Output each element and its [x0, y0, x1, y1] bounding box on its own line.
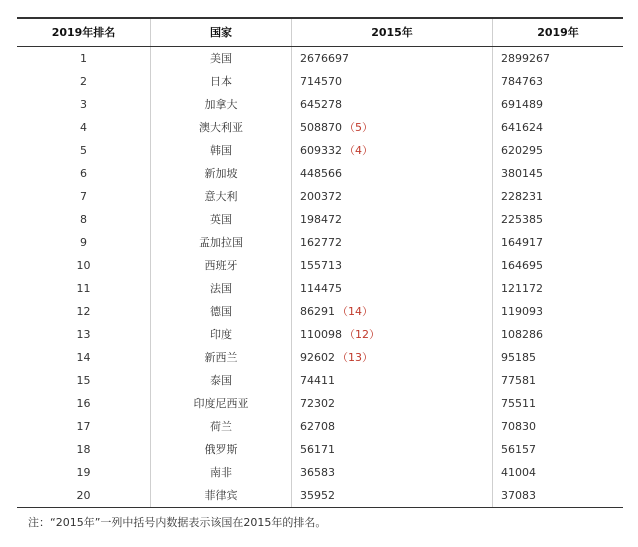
- cell-rank: 12: [17, 300, 151, 323]
- cell-rank: 4: [17, 116, 151, 139]
- cell-2019: 164917: [501, 236, 543, 249]
- cell-2019: 620295: [501, 144, 543, 157]
- cell-country: 新西兰: [151, 346, 292, 369]
- cell-2019: 225385: [501, 213, 543, 226]
- value-2015: 645278: [300, 98, 342, 111]
- cell-country: 美国: [151, 47, 292, 71]
- cell-2019: 95185: [501, 351, 536, 364]
- cell-2015: [292, 208, 493, 231]
- cell-country: 泰国: [151, 369, 292, 392]
- cell-rank: 2: [17, 70, 151, 93]
- cell-rank: 8: [17, 208, 151, 231]
- table-row: [17, 231, 623, 254]
- cell-rank: 15: [17, 369, 151, 392]
- cell-rank: 14: [17, 346, 151, 369]
- cell-2019: 784763: [501, 75, 543, 88]
- table-row: [17, 70, 623, 93]
- value-2015: 609332: [300, 144, 342, 157]
- cell-rank: 3: [17, 93, 151, 116]
- value-2015: 35952: [300, 489, 335, 502]
- table-row: [17, 116, 623, 139]
- cell-rank: 9: [17, 231, 151, 254]
- value-2015: 110098: [300, 328, 342, 341]
- table-row: [17, 438, 623, 461]
- table-row: [17, 300, 623, 323]
- header-rank: 2019年排名: [17, 18, 151, 47]
- header-2019: 2019年: [493, 18, 624, 47]
- table-body: [17, 47, 623, 508]
- cell-rank: 20: [17, 484, 151, 508]
- cell-country: 孟加拉国: [151, 231, 292, 254]
- cell-country: 俄罗斯: [151, 438, 292, 461]
- value-2015: 200372: [300, 190, 342, 203]
- cell-country: 德国: [151, 300, 292, 323]
- table-row: [17, 392, 623, 415]
- previous-rank: （12）: [344, 328, 380, 341]
- value-2015: 56171: [300, 443, 335, 456]
- cell-2015: [292, 70, 493, 93]
- header-country: 国家: [151, 18, 292, 47]
- ranking-table-container: [17, 17, 620, 508]
- cell-2015: [292, 484, 493, 508]
- cell-2019: 75511: [501, 397, 536, 410]
- cell-2015: [292, 300, 493, 323]
- cell-country: 新加坡: [151, 162, 292, 185]
- cell-2015: [292, 231, 493, 254]
- table-row: [17, 139, 623, 162]
- value-2015: 92602: [300, 351, 335, 364]
- cell-rank: 17: [17, 415, 151, 438]
- value-2015: 508870: [300, 121, 342, 134]
- cell-2015: [292, 392, 493, 415]
- cell-rank: 13: [17, 323, 151, 346]
- value-2015: 448566: [300, 167, 342, 180]
- cell-2019: 108286: [501, 328, 543, 341]
- table-row: [17, 323, 623, 346]
- cell-2019: 37083: [493, 484, 624, 508]
- cell-2015: [292, 415, 493, 438]
- header-2015: 2015年: [292, 18, 493, 47]
- cell-country: 印度: [151, 323, 292, 346]
- cell-2015: [292, 438, 493, 461]
- value-2015: 36583: [300, 466, 335, 479]
- cell-country: 法国: [151, 277, 292, 300]
- cell-2019: 228231: [501, 190, 543, 203]
- ranking-table: [17, 17, 623, 508]
- cell-rank: 7: [17, 185, 151, 208]
- cell-2019: 164695: [501, 259, 543, 272]
- value-2015: 155713: [300, 259, 342, 272]
- cell-2015: [292, 369, 493, 392]
- cell-2019: 121172: [501, 282, 543, 295]
- value-2015: 714570: [300, 75, 342, 88]
- cell-country: 西班牙: [151, 254, 292, 277]
- cell-country: 英国: [151, 208, 292, 231]
- table-header: [17, 18, 623, 47]
- table-row: [17, 369, 623, 392]
- cell-2015: [292, 346, 493, 369]
- table-row: [17, 93, 623, 116]
- cell-rank: 16: [17, 392, 151, 415]
- value-2015: 72302: [300, 397, 335, 410]
- cell-2015: [292, 185, 493, 208]
- previous-rank: （14）: [337, 305, 373, 318]
- cell-2019: 691489: [501, 98, 543, 111]
- cell-2019: 380145: [501, 167, 543, 180]
- header-row: [17, 18, 623, 47]
- cell-country: 印度尼西亚: [151, 392, 292, 415]
- value-2015: 74411: [300, 374, 335, 387]
- cell-2019: 70830: [501, 420, 536, 433]
- cell-country: 菲律宾: [151, 484, 292, 508]
- cell-2015: [292, 323, 493, 346]
- cell-country: 意大利: [151, 185, 292, 208]
- cell-2019: 77581: [501, 374, 536, 387]
- footnote: 注：“2015年”一列中括号内数据表示该国在2015年的排名。: [28, 516, 327, 529]
- table-row: [17, 484, 623, 508]
- cell-2019: 2899267: [501, 52, 550, 65]
- table-row: [17, 208, 623, 231]
- table-row: [17, 277, 623, 300]
- value-2015: 198472: [300, 213, 342, 226]
- cell-2015: [292, 162, 493, 185]
- table-row: [17, 185, 623, 208]
- cell-country: 韩国: [151, 139, 292, 162]
- value-2015: 62708: [300, 420, 335, 433]
- cell-rank: 10: [17, 254, 151, 277]
- cell-2019: 56157: [501, 443, 536, 456]
- table-row: [17, 254, 623, 277]
- cell-rank: 11: [17, 277, 151, 300]
- cell-country: 澳大利亚: [151, 116, 292, 139]
- value-2015: 114475: [300, 282, 342, 295]
- value-2015: 86291: [300, 305, 335, 318]
- table-row: [17, 162, 623, 185]
- cell-rank: 18: [17, 438, 151, 461]
- cell-2015: [292, 254, 493, 277]
- table-row: [17, 461, 623, 484]
- cell-2019: 641624: [501, 121, 543, 134]
- cell-rank: 19: [17, 461, 151, 484]
- table-row: [17, 415, 623, 438]
- previous-rank: （13）: [337, 351, 373, 364]
- cell-country: 加拿大: [151, 93, 292, 116]
- cell-2015: [292, 93, 493, 116]
- cell-rank: 1: [17, 47, 151, 71]
- previous-rank: （5）: [344, 121, 373, 134]
- cell-2015: [292, 116, 493, 139]
- cell-2015: [292, 277, 493, 300]
- cell-2015: [292, 139, 493, 162]
- cell-rank: 6: [17, 162, 151, 185]
- cell-rank: 5: [17, 139, 151, 162]
- cell-2015: [292, 47, 493, 71]
- cell-country: 荷兰: [151, 415, 292, 438]
- cell-2015: [292, 461, 493, 484]
- cell-2019: 119093: [501, 305, 543, 318]
- table-row: [17, 47, 623, 71]
- cell-2019: 41004: [501, 466, 536, 479]
- cell-country: 日本: [151, 70, 292, 93]
- value-2015: 2676697: [300, 52, 349, 65]
- cell-country: 南非: [151, 461, 292, 484]
- previous-rank: （4）: [344, 144, 373, 157]
- table-row: [17, 346, 623, 369]
- value-2015: 162772: [300, 236, 342, 249]
